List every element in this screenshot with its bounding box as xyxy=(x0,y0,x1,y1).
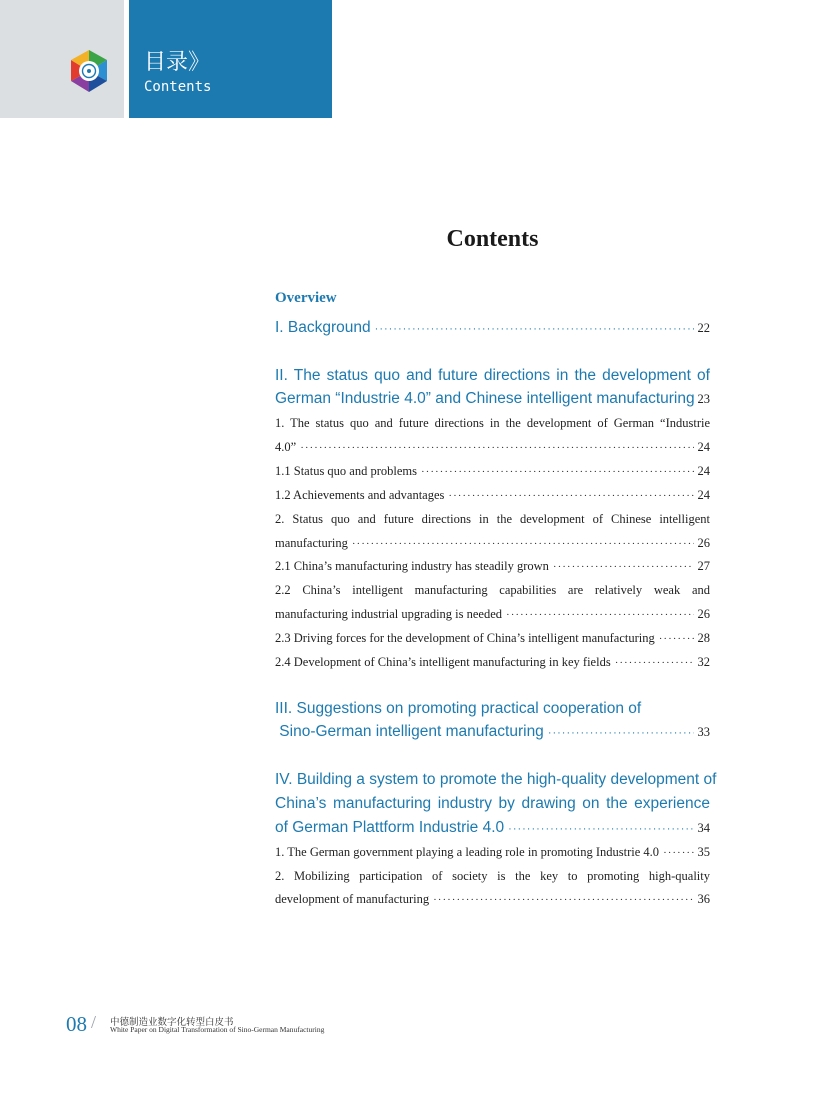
toc-item-1-line1[interactable]: 1. The status quo and future directions in the development of German “Industrie xyxy=(275,416,710,430)
dot-leader xyxy=(375,317,694,341)
toc-item-2-2-line2[interactable] xyxy=(275,602,710,626)
toc-label: German “Industrie 4.0” and Chinese intelligent manufacturing xyxy=(275,390,695,407)
toc-item-2-2-line1[interactable]: 2.2 China’s intelligent manufacturing capabilities are relatively weak and xyxy=(275,583,710,597)
toc-label: 1.1 Status quo and problems xyxy=(275,464,418,478)
toc-page: 24 xyxy=(697,440,710,454)
toc-label: 2.3 Driving forces for the development of China’s intelligent manufacturing xyxy=(275,631,655,645)
toc-page: 27 xyxy=(697,559,710,573)
toc-item-4-2-line2[interactable] xyxy=(275,887,710,911)
toc-section-4-line3[interactable] xyxy=(275,816,710,840)
dot-leader xyxy=(352,532,694,556)
toc-item-1-2[interactable] xyxy=(275,483,710,507)
toc-section-4-line2[interactable]: China’s manufacturing industry by drawing on the experience xyxy=(275,795,710,812)
toc-label: 2.1 China’s manufacturing industry has steadily grown xyxy=(275,559,549,573)
toc-page: 26 xyxy=(697,607,710,621)
toc-label: of German Plattform Industrie 4.0 xyxy=(275,819,505,836)
toc-section-2-line2[interactable] xyxy=(275,387,710,411)
toc-label: manufacturing xyxy=(275,536,348,550)
toc-page: 26 xyxy=(697,536,710,550)
toc-page: 36 xyxy=(697,892,710,906)
dot-leader xyxy=(615,651,694,675)
toc-label: I. Background xyxy=(275,319,371,336)
toc-section-3-line1[interactable] xyxy=(275,697,710,721)
toc-item-2-3[interactable] xyxy=(275,626,710,650)
toc-page: 22 xyxy=(697,321,710,335)
toc-item-1-1[interactable] xyxy=(275,459,710,483)
footer-slash: / xyxy=(91,1012,97,1032)
toc-section-4-line1[interactable]: IV. Building a system to promote the high-quality development of xyxy=(275,771,717,788)
dot-leader xyxy=(548,721,694,745)
toc-section-3-line2[interactable] xyxy=(275,720,710,744)
toc-item-4-2-line1[interactable]: 2. Mobilizing participation of society is the key to promoting high-quality xyxy=(275,869,710,883)
toc-item-2-1[interactable] xyxy=(275,554,710,578)
page-title: Contents xyxy=(446,226,539,252)
toc-page: 32 xyxy=(697,655,710,669)
dot-leader xyxy=(300,436,693,460)
dot-leader xyxy=(663,841,693,865)
dot-leader xyxy=(508,817,693,841)
toc-overview[interactable]: Overview xyxy=(275,290,337,306)
toc-label: 2.4 Development of China’s intelligent manufacturing in key fields xyxy=(275,655,611,669)
toc-page: 33 xyxy=(697,725,710,739)
hexagon-logo-icon xyxy=(66,48,112,94)
toc-section-background[interactable] xyxy=(275,316,710,340)
toc-page: 35 xyxy=(697,845,710,859)
header-title-en: Contents xyxy=(144,79,212,95)
toc-label: 4.0” xyxy=(275,440,297,454)
toc-label: development of manufacturing xyxy=(275,892,430,906)
toc-page: 24 xyxy=(697,464,710,478)
toc-item-2-line2[interactable] xyxy=(275,531,710,555)
dot-leader xyxy=(433,888,693,912)
toc-label: Sino-German intelligent manufacturing xyxy=(275,723,544,740)
toc-page: 24 xyxy=(697,488,710,502)
dot-leader xyxy=(448,484,693,508)
footer-title-cn: 中德制造业数字化转型白皮书 xyxy=(110,1017,234,1028)
dot-leader xyxy=(506,603,693,627)
toc-label: manufacturing industrial upgrading is needed xyxy=(275,607,503,621)
toc-label: III. Suggestions on promoting practical cooperation of xyxy=(275,700,642,717)
toc-page: 23 xyxy=(697,392,710,406)
toc-page: 28 xyxy=(697,631,710,645)
dot-leader xyxy=(553,555,694,579)
toc-item-4-1[interactable] xyxy=(275,840,710,864)
header-title-cn: 目录》 xyxy=(144,50,211,75)
footer-title-en: White Paper on Digital Transformation of Sino-German Manufacturing xyxy=(110,1025,325,1034)
toc-section-2-line1[interactable]: II. The status quo and future directions in the development of xyxy=(275,367,710,384)
toc-item-2-line1[interactable]: 2. Status quo and future directions in the development of Chinese intelligent xyxy=(275,512,710,526)
toc-item-1-line2[interactable] xyxy=(275,435,710,459)
dot-leader xyxy=(421,460,693,484)
dot-leader xyxy=(659,627,694,651)
footer-page-number: 08 xyxy=(66,1012,87,1036)
toc-label: 1. The German government playing a leading role in promoting Industrie 4.0 xyxy=(275,845,660,859)
toc-page: 34 xyxy=(697,821,710,835)
toc-label: 1.2 Achievements and advantages xyxy=(275,488,445,502)
toc-item-2-4[interactable] xyxy=(275,650,710,674)
